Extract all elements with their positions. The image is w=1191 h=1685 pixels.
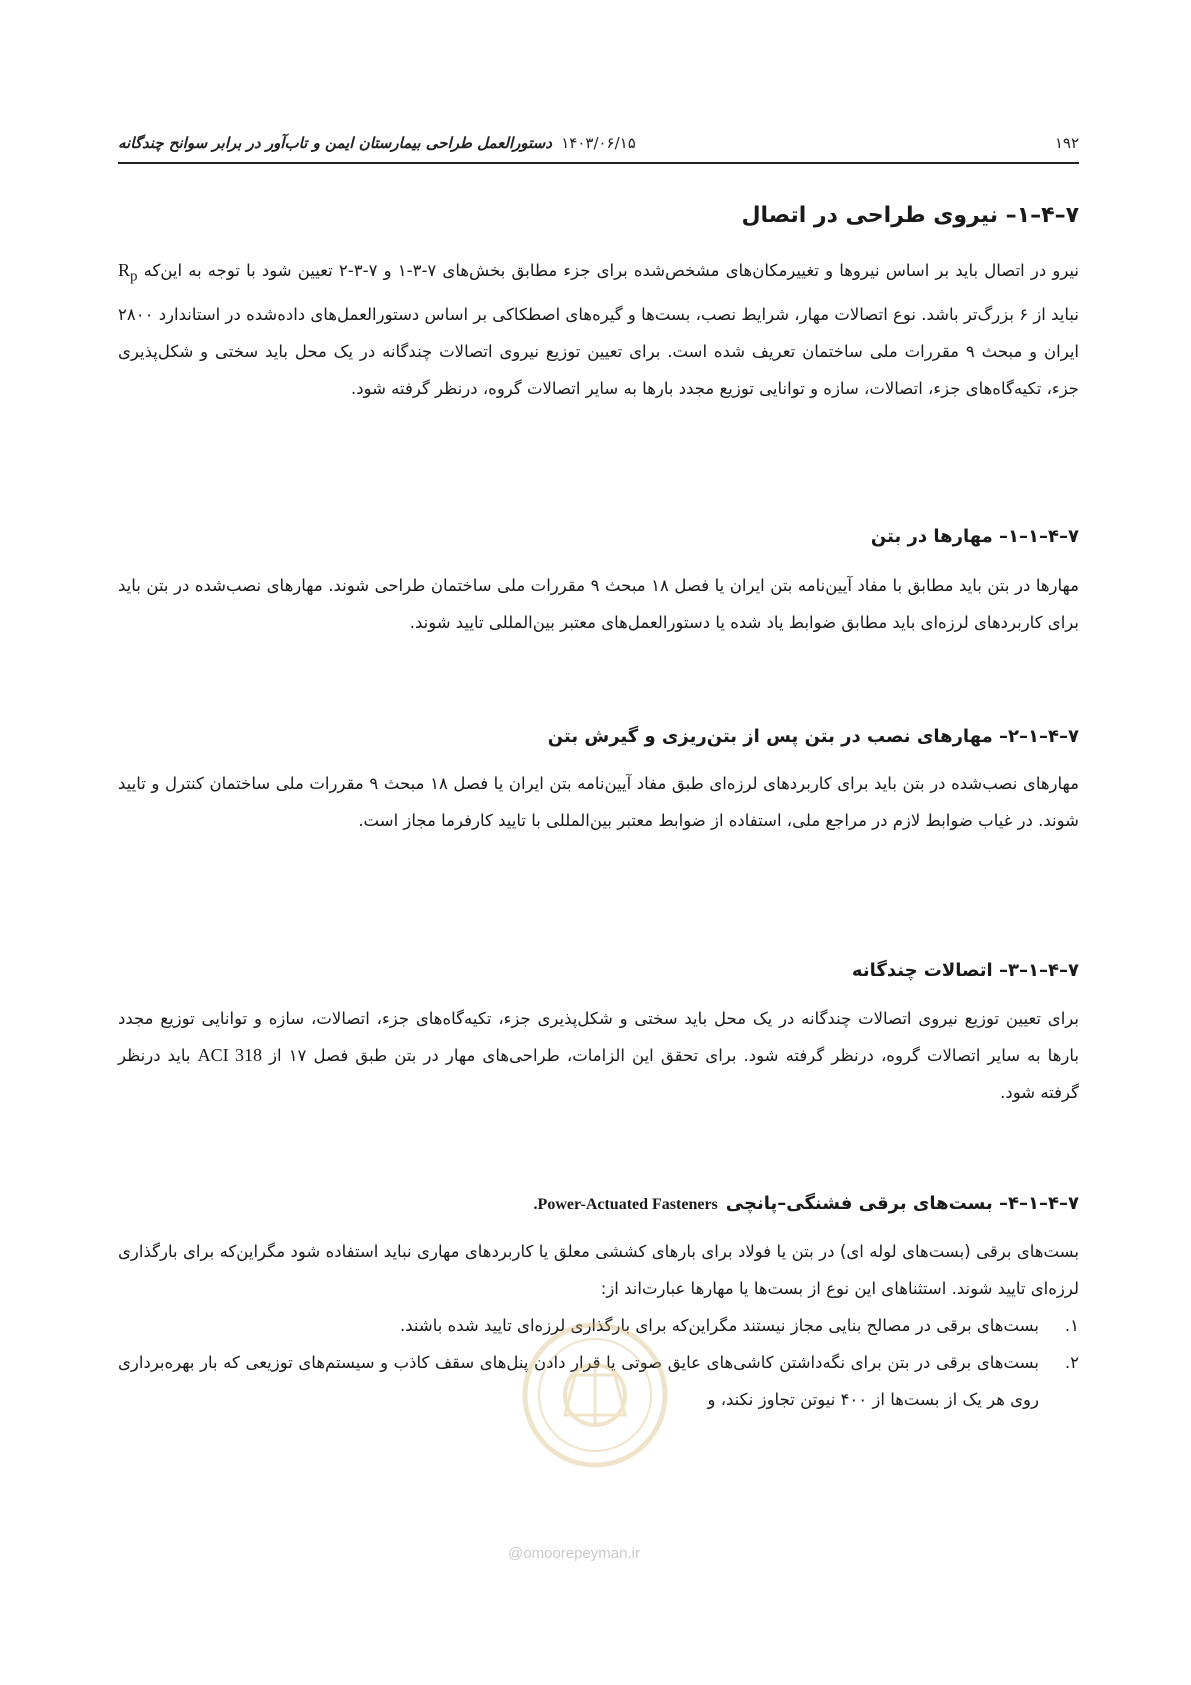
subsection-heading xyxy=(118,1191,1079,1218)
subsection-title-fa: ۷–۴–۱–۴– بست‌های برقی فشنگی–پانچی xyxy=(725,1193,1079,1214)
paragraph xyxy=(118,1000,1079,1111)
watermark-caption: @omoorepeyman.ir xyxy=(508,1545,640,1562)
subsection-title: ۷–۴–۱–۲– مهارهای نصب در بتن پس از بتن‌ریزی و گیرش بتن xyxy=(547,726,1079,747)
paragraph xyxy=(118,252,1079,407)
subsection-title: ۷–۴–۱–۱– مهارها در بتن xyxy=(870,526,1079,547)
paragraph-text: نباید از ۶ بزرگ‌تر باشد. نوع اتصالات مهار، شرایط نصب، بست‌ها و گیره‌های اصطکاکی بر اساس دستورالعمل‌های داده‌شده در استاندارد ۲۸۰۰ ایران و مبحث ۹ مقررات ملی ساختمان تعریف شده است. برای تعیین توزیع نیروی اتصالات چندگانه در یک محل باید سختی و شکل‌پذیری جزء، تکیه‌گاه‌های جزء، اتصالات، سازه و توانایی توزیع مجدد بارها به سایر اتصالات گروه، درنظر گرفته شود. xyxy=(118,304,1079,398)
subsection-title-en: Power-Actuated Fasteners. xyxy=(533,1196,718,1213)
list-item-text: بست‌های برقی در مصالح بنایی مجاز نیستند مگراین‌که برای بارگذاری لرزه‌ای تایید شده باشند. xyxy=(400,1316,1039,1335)
subsection-title xyxy=(118,1191,1079,1218)
list-item-text: بست‌های برقی در بتن برای نگه‌داشتن کاشی‌های عایق صوتی یا قرار دادن پنل‌های سقف کاذب و سیستم‌های توزیعی که بار بهره‌برداری روی هر یک از بست‌ها از ۴۰۰ نیوتن تجاوز نکند، و xyxy=(118,1353,1039,1409)
list-item-number: ۱. xyxy=(1064,1316,1079,1335)
header-date: ۱۴۰۳/۰۶/۱۵ xyxy=(561,134,636,152)
subsection-body xyxy=(118,567,1079,641)
rp-subscript: p xyxy=(130,268,138,285)
header-document-title: دستورالعمل طراحی بیمارستان ایمن و تاب‌آور در برابر سوانح چندگانه xyxy=(118,134,552,152)
list-item xyxy=(118,1307,1079,1344)
page-number: ۱۹۲ xyxy=(1054,134,1079,152)
paragraph: بست‌های برقی (بست‌های لوله ای) در بتن یا فولاد برای بارهای کششی معلق یا کاربردهای مهاری نباید استفاده شود مگراین‌که برای بارگذاری لرزه‌ای تایید شوند. استثناهای این نوع از بست‌ها یا مهارها عبارت‌اند از: xyxy=(118,1242,1079,1298)
exceptions-list xyxy=(118,1307,1079,1418)
aci-reference: ACI 318 xyxy=(197,1045,262,1065)
paragraph-text: باید درنظر گرفته شود. xyxy=(118,1046,1079,1102)
section-heading xyxy=(118,201,1079,231)
subsection-heading xyxy=(118,524,1079,550)
section-title: ۷–۴–۱– نیروی طراحی در اتصال xyxy=(741,203,1079,228)
subsection-body xyxy=(118,765,1079,839)
subsection-heading xyxy=(118,724,1079,750)
paragraph: مهارها در بتن باید مطابق با مفاد آیین‌نامه بتن ایران یا فصل ۱۸ مبحث ۹ مقررات ملی ساختمان طراحی شوند. مهارهای نصب‌شده در بتن باید برای کاربردهای لرزه‌ای باید مطابق ضوابط یاد شده یا دستورالعمل‌های معتبر بین‌المللی تایید شوند. xyxy=(118,576,1079,632)
subsection-heading xyxy=(118,958,1079,984)
paragraph-text: برای تعیین توزیع نیروی اتصالات چندگانه در یک محل باید سختی و شکل‌پذیری جزء، تکیه‌گاه‌های جزء، اتصالات، سازه و توانایی توزیع مجدد بارها به سایر اتصالات گروه، درنظر گرفته شود. برای تحقق این الزامات، طراحی‌های مهار در بتن طبق فصل ۱۷ از xyxy=(118,1009,1079,1065)
subsection-body xyxy=(118,1000,1079,1111)
list-item-number: ۲. xyxy=(1064,1353,1079,1372)
rp-symbol: $R_p$ xyxy=(118,260,138,285)
subsection-body xyxy=(118,1233,1079,1418)
paragraph-text: نیرو در اتصال باید بر اساس نیروها و تغییرمکان‌های مشخص‌شده برای جزء مطابق بخش‌های ۷-۳-۱ و ۷-۳-۲ تعیین شود با توجه به این‌که xyxy=(137,261,1079,280)
subsection-title: ۷–۴–۱–۳– اتصالات چندگانه xyxy=(851,960,1079,981)
running-header xyxy=(118,126,1079,164)
section-body xyxy=(118,252,1079,407)
list-item xyxy=(118,1344,1079,1418)
paragraph: مهارهای نصب‌شده در بتن باید برای کاربردهای لرزه‌ای طبق مفاد آیین‌نامه بتن ایران یا فصل ۱۸ مبحث ۹ مقررات ملی ساختمان کنترل و تایید شوند. در غیاب ضوابط لازم در مراجع ملی، استفاده از ضوابط معتبر بین‌المللی با تایید کارفرما مجاز است. xyxy=(118,774,1079,830)
